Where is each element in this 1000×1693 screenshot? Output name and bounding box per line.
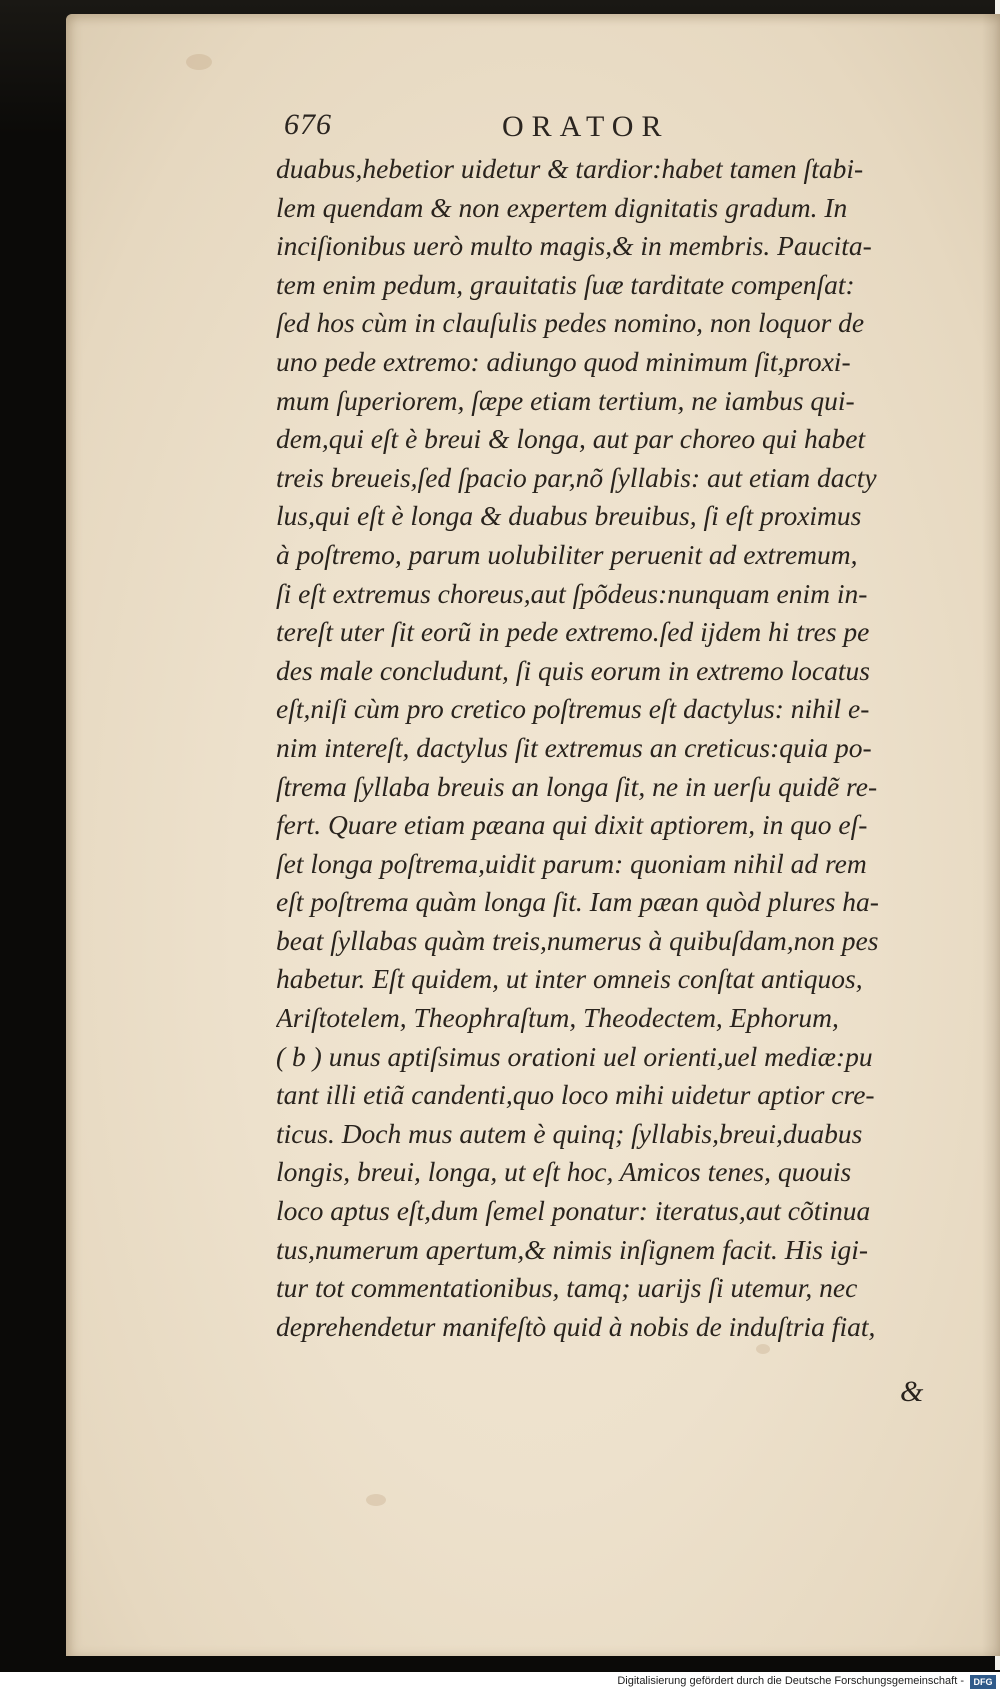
text-line: treis breueis,ſed ſpacio par,nõ ſyllabis: aut etiam dacty: [276, 461, 877, 493]
text-line: tant illi etiã candenti,quo loco mihi uidetur aptior cre-: [276, 1079, 875, 1111]
text-line: loco aptus eſt,dum ſemel ponatur: iteratus,aut cõtinua: [276, 1195, 871, 1227]
text-line: ſi eſt extremus choreus,aut ſpõdeus:nunquam enim in-: [276, 577, 868, 609]
text-line: tem enim pedum, grauitatis ſuæ tarditate compenſat:: [276, 268, 855, 300]
text-line: deprehendetur manifeſtò quid à nobis de induſtria fiat,: [276, 1310, 876, 1342]
text-line: ( b ) unus aptiſsimus orationi uel orienti,uel mediæ:pu: [276, 1040, 873, 1072]
dfg-logo-icon: DFG: [970, 1675, 996, 1689]
text-line: tereſt uter ſit eorũ in pede extremo.ſed ijdem hi tres pe: [276, 616, 870, 648]
text-line: tur tot commentationibus, tamq; uarijs ſi utemur, nec: [276, 1272, 858, 1304]
catchword: &: [900, 1375, 924, 1408]
text-line: dem,qui eſt è breui & longa, aut par choreo qui habet: [276, 423, 866, 455]
running-title: ORATOR: [502, 110, 670, 143]
text-line: ſed hos cùm in clauſulis pedes nomino, non loquor de: [276, 307, 865, 339]
text-line: Ariſtotelem, Theophraſtum, Theodectem, Ephorum,: [276, 1002, 839, 1034]
text-line: duabus,hebetior uidetur & tardior:habet tamen ſtabi-: [276, 153, 864, 184]
text-line: ſtrema ſyllaba breuis an longa ſit, ne in uerſu quidẽ re-: [276, 770, 878, 802]
text-line: tus,numerum apertum,& nimis inſignem facit. His igi-: [276, 1233, 868, 1265]
text-line: lem quendam & non expertem dignitatis gradum. In: [276, 191, 848, 223]
text-line: à poſtremo, parum uolubiliter peruenit ad extremum,: [276, 538, 858, 570]
text-line: longis, breui, longa, ut eſt hoc, Amicos tenes, quouis: [276, 1156, 852, 1188]
text-line: inciſionibus uerò multo magis,& in membris. Paucita-: [276, 230, 872, 262]
foxing-spot: [366, 1494, 386, 1506]
footer-bar: [0, 1672, 1000, 1693]
text-line: des male concludunt, ſi quis eorum in extremo locatus: [276, 654, 870, 686]
text-line: ticus. Doch mus autem è quinq; ſyllabis,breui,duabus: [276, 1117, 863, 1149]
text-line: eſt poſtrema quàm longa ſit. Iam pæan quòd plures ha-: [276, 886, 879, 918]
text-line: nim intereſt, dactylus ſit extremus an creticus:quia po-: [276, 731, 872, 763]
funding-credit: Digitalisierung gefördert durch die Deutsche Forschungsgemeinschaft -: [617, 1675, 964, 1687]
text-line: mum ſuperiorem, ſæpe etiam tertium, ne iambus qui-: [276, 384, 855, 416]
foxing-spot: [186, 54, 212, 70]
body-text: [276, 150, 936, 1346]
text-line: lus,qui eſt è longa & duabus breuibus, ſi eſt proximus: [276, 500, 862, 532]
text-line: ſet longa poſtrema,uidit parum: quoniam nihil ad rem: [276, 847, 867, 879]
text-line: fert. Quare etiam pæana qui dixit aptiorem, in quo eſ-: [276, 809, 868, 841]
text-line: uno pede extremo: adiungo quod minimum ſit,proxi-: [276, 345, 851, 377]
page-number: 676: [284, 108, 332, 141]
text-line: eſt,niſi cùm pro cretico poſtremus eſt dactylus: nihil e-: [276, 693, 870, 725]
page-header: [284, 108, 924, 148]
text-line: beat ſyllabas quàm treis,numerus à quibuſdam,non pes: [276, 924, 879, 956]
text-line: habetur. Eſt quidem, ut inter omneis conſtat antiquos,: [276, 963, 863, 995]
